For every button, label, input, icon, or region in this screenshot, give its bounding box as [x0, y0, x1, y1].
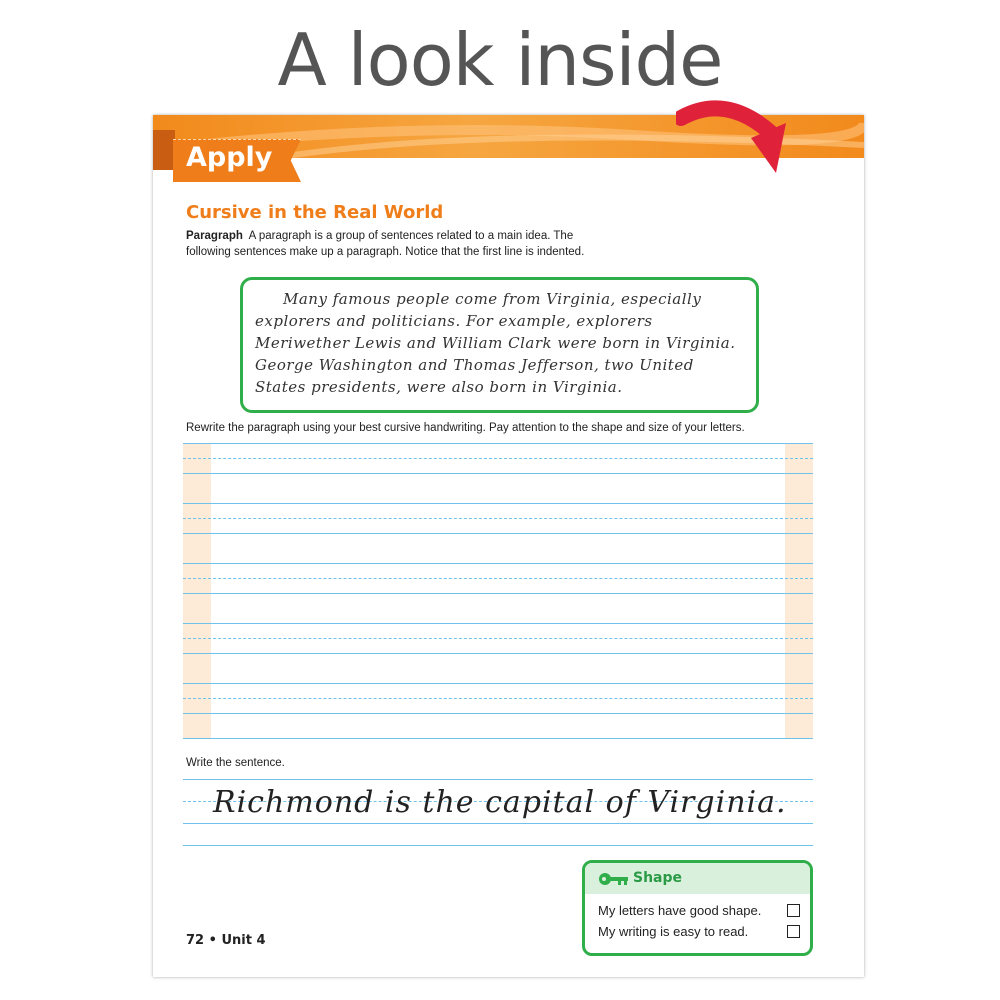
midline — [183, 578, 813, 579]
midline — [183, 518, 813, 519]
example-paragraph: Many famous people come from Virginia, especially explorers and politicians. For example, explorers Meriwether Lewis and William Clark were born in Virginia. George Washington and Thomas Jefferson, two United States presidents, were also born in Virginia. — [255, 290, 736, 396]
writing-line — [183, 823, 813, 824]
writing-line — [183, 593, 813, 594]
checklist-item-text: My letters have good shape. — [598, 903, 762, 918]
left-margin-strip — [183, 443, 211, 739]
intro-definition: A paragraph is a group of sentences related to a main idea. The following sentences make up a paragraph. Notice that the first line is indented. — [186, 230, 585, 258]
writing-line — [183, 623, 813, 624]
example-paragraph-box — [240, 277, 759, 413]
apply-label: Apply — [186, 142, 273, 173]
checklist-header — [585, 863, 810, 894]
checklist-item — [598, 902, 803, 922]
checklist-item-text: My writing is easy to read. — [598, 924, 749, 939]
writing-line — [183, 443, 813, 444]
writing-line — [183, 653, 813, 654]
writing-line — [183, 533, 813, 534]
midline — [183, 698, 813, 699]
writing-line — [183, 683, 813, 684]
shape-checklist — [582, 860, 813, 956]
rewrite-writing-area[interactable] — [183, 443, 813, 739]
workbook-page — [153, 115, 864, 977]
checklist-title: Shape — [633, 870, 683, 886]
key-icon — [598, 872, 630, 886]
ribbon-tail — [153, 130, 175, 170]
midline — [183, 638, 813, 639]
page-footer: 72 • Unit 4 — [186, 933, 266, 948]
checkbox[interactable] — [787, 925, 800, 938]
write-instruction: Write the sentence. — [186, 757, 285, 769]
intro-text — [186, 228, 616, 260]
writing-line — [183, 563, 813, 564]
writing-line — [183, 779, 813, 780]
section-title: Cursive in the Real World — [186, 202, 444, 223]
intro-term: Paragraph — [186, 230, 243, 242]
writing-line — [183, 738, 813, 739]
checkbox[interactable] — [787, 904, 800, 917]
writing-line — [183, 473, 813, 474]
page-heading: A look inside — [277, 18, 723, 102]
rewrite-instruction: Rewrite the paragraph using your best cursive handwriting. Pay attention to the shape and size of your letters. — [186, 422, 745, 434]
writing-line — [183, 845, 813, 846]
writing-line — [183, 713, 813, 714]
page-turn-arrow-icon — [676, 93, 786, 183]
right-margin-strip — [785, 443, 813, 739]
model-sentence: Richmond is the capital of Virginia. — [213, 785, 787, 820]
midline — [183, 458, 813, 459]
writing-line — [183, 503, 813, 504]
checklist-item — [598, 923, 803, 943]
